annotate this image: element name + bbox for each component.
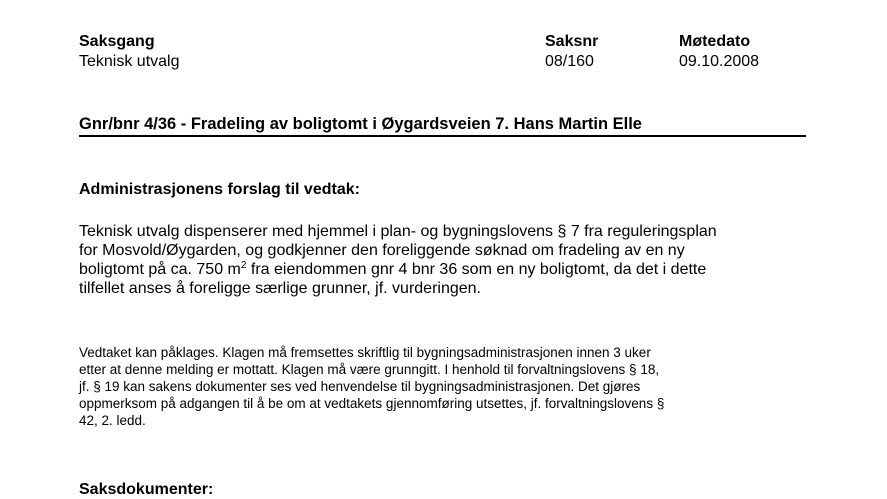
superscript-two: 2 [240, 260, 247, 271]
proposal-line-text: boligtomt på ca. 750 m [79, 261, 241, 278]
documents-heading: Saksdokumenter: [79, 481, 214, 498]
motedato-value: 09.10.2008 [679, 53, 760, 70]
appeal-line: jf. § 19 kan sakens dokumenter ses ved henvendelse til bygningsadministrasjonen. Det gjøres [79, 379, 641, 394]
appeal-line: oppmerksom på adgangen til å be om at vedtakets gjennomføring utsettes, jf. forvaltningslovens § [79, 396, 665, 411]
proposal-line: tilfellet anses å foreligge særlige grunner, jf. vurderingen. [79, 280, 481, 297]
proposal-paragraph [79, 222, 819, 298]
saksnr-value: 08/160 [545, 53, 594, 70]
proposal-heading: Administrasjonens forslag til vedtak: [79, 181, 360, 198]
saksgang-value: Teknisk utvalg [79, 53, 180, 70]
proposal-line: for Mosvold/Øygarden, og godkjenner den foreliggende søknad om fradeling av en ny [79, 242, 685, 259]
proposal-line-text: fra eiendommen gnr 4 bnr 36 som en ny boligtomt, da det i dette [246, 261, 707, 278]
saksgang-label: Saksgang [79, 33, 155, 50]
appeal-paragraph [79, 344, 819, 429]
saksnr-label: Saksnr [545, 33, 599, 50]
case-title: Gnr/bnr 4/36 - Fradeling av boligtomt i Øygardsveien 7. Hans Martin Elle [79, 115, 642, 133]
proposal-line: Teknisk utvalg dispenserer med hjemmel i plan- og bygningslovens § 7 fra reguleringsplan [79, 223, 717, 240]
title-divider [79, 135, 806, 137]
proposal-line [79, 260, 819, 279]
appeal-line: etter at denne melding er mottatt. Klagen må være grunngitt. I henhold til forvaltningslovens § 18, [79, 362, 660, 377]
appeal-line: 42, 2. ledd. [79, 413, 146, 428]
appeal-line: Vedtaket kan påklages. Klagen må fremsettes skriftlig til bygningsadministrasjonen innen 3 uker [79, 345, 651, 360]
motedato-label: Møtedato [679, 33, 751, 50]
